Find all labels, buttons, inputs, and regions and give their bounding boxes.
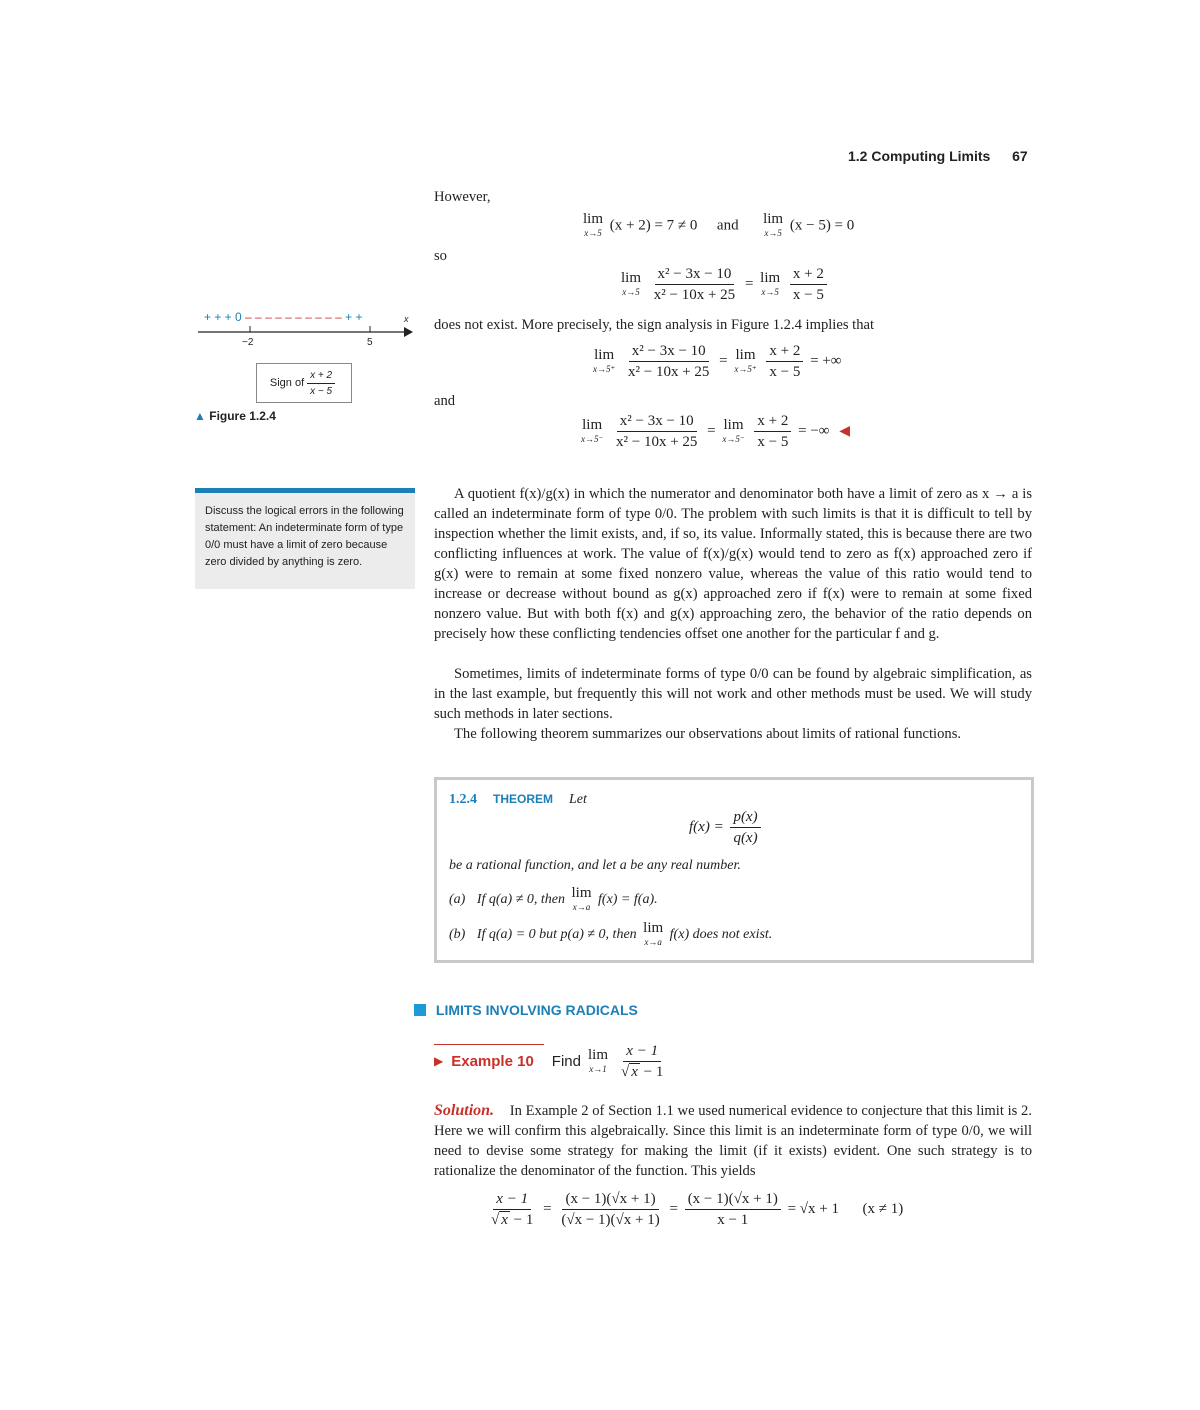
running-header bbox=[848, 148, 1028, 164]
does-not-exist-text: does not exist. More precisely, the sign analysis in Figure 1.2.4 implies that bbox=[434, 317, 875, 333]
sign-fraction: $\frac{x + 2}{x - 5}$ bbox=[307, 369, 335, 398]
part-a-result: f(x) = f(a). bbox=[598, 892, 658, 908]
section-square-icon bbox=[414, 1004, 426, 1016]
paragraph-algebraic-simplification: Sometimes, limits of indeterminate forms of type 0/0 can be found by algebraic simplification, as in the last example, but frequently this will not work and other methods must be used. We will study such methods in later sections. bbox=[434, 666, 1032, 722]
simplified-fraction: $\frac{x + 2}{x - 5}$ bbox=[790, 265, 827, 304]
lim-operator: lim x→5 bbox=[763, 211, 784, 238]
rationalization-equation bbox=[485, 1190, 903, 1229]
solution-text: In Example 2 of Section 1.1 we used numerical evidence to conjecture that this limit is 2. Here we will confirm this algebraically. Since this limit is an indeterminate form of type 0/0, we will need to devise some strategy for making the limit (if it exists) evident. One such strategy is to rationalize the denominator of the function. This yields bbox=[434, 1103, 1032, 1179]
page-number: 67 bbox=[1012, 148, 1028, 164]
rational-fraction: $\frac{\text{x² − 3x − 10}}{\text{x² − 10x + 25}}$ bbox=[628, 343, 710, 380]
lim-operator: lim x→5⁻ bbox=[581, 416, 604, 444]
positive-signs-right: + + bbox=[345, 310, 363, 324]
part-a-label: (a) bbox=[449, 892, 466, 908]
sidebar-discussion-box bbox=[195, 488, 415, 589]
theorem-box bbox=[434, 777, 1034, 963]
negative-signs: – – – – – – – – – – bbox=[245, 310, 342, 324]
lim-operator: lim x→5⁺ bbox=[593, 346, 616, 374]
theorem-part-b bbox=[449, 921, 772, 949]
example-10 bbox=[434, 1042, 669, 1081]
lim-operator: lim x→5 bbox=[583, 211, 604, 238]
simplified-fraction: $\frac{x + 2}{x - 5}$ bbox=[766, 342, 803, 381]
equation-limits-numerator-denominator bbox=[580, 212, 854, 240]
end-of-example-triangle-icon: ◀ bbox=[839, 424, 851, 439]
equation-result: = √x + 1 bbox=[787, 1201, 839, 1217]
section-title: 1.2 Computing Limits bbox=[848, 148, 991, 164]
part-b-condition: If q(a) = 0 but p(a) ≠ 0, then bbox=[476, 927, 637, 943]
lim-operator: lim x→a bbox=[571, 885, 592, 912]
example-arrow-icon: ▶ bbox=[434, 1054, 444, 1068]
theorem-heading bbox=[449, 790, 587, 808]
theorem-function-definition bbox=[689, 808, 764, 847]
lim-operator: lim x→1 bbox=[587, 1046, 608, 1074]
minus-infinity: = −∞ bbox=[798, 423, 830, 439]
part-b-result: f(x) does not exist. bbox=[669, 927, 773, 943]
section-heading-text: LIMITS INVOLVING RADICALS bbox=[435, 1002, 638, 1018]
f-fraction: $\frac{p(x)}{q(x)}$ bbox=[730, 808, 760, 847]
eq1-left: (x + 2) = 7 ≠ 0 bbox=[609, 217, 698, 234]
caption-text: Figure 1.2.4 bbox=[209, 409, 276, 423]
example-label: Example 10 bbox=[451, 1053, 534, 1070]
lim-operator: lim x→5 bbox=[621, 269, 642, 297]
sign-of-box bbox=[256, 363, 352, 403]
equation-limit-from-left bbox=[578, 412, 850, 451]
lim-operator: lim x→a bbox=[643, 920, 664, 947]
paragraph-theorem-intro: The following theorem summarizes our observations about limits of rational functions. bbox=[454, 726, 962, 742]
sign-chart-signs bbox=[204, 310, 363, 324]
number-line bbox=[196, 324, 416, 338]
lim-operator: lim x→5⁻ bbox=[722, 416, 745, 444]
equals-sign: = bbox=[707, 423, 716, 439]
theorem-label: THEOREM bbox=[493, 792, 553, 806]
lim-operator: lim x→5⁺ bbox=[734, 346, 757, 374]
plus-infinity: = +∞ bbox=[810, 353, 842, 369]
equation-limit-at-5 bbox=[618, 265, 830, 304]
equals-sign: = bbox=[543, 1201, 552, 1217]
part-a-condition: If q(a) ≠ 0, then bbox=[476, 892, 565, 908]
fraction-multiplied: $\frac{(x - 1)(√x + 1)}{(√x - 1)(√x + 1)}$ bbox=[561, 1191, 660, 1228]
axis-variable: x bbox=[404, 314, 409, 324]
fraction-original: $\frac{x - 1}{√ x - 1}$ bbox=[491, 1191, 534, 1228]
simplified-fraction: $\frac{x + 2}{x - 5}$ bbox=[754, 412, 791, 451]
sidebar-text: Discuss the logical errors in the following statement: An indeterminate form of type 0/0 must have a limit of zero because zero divided by anything is zero. bbox=[205, 505, 404, 568]
positive-signs-left: + + + 0 bbox=[204, 310, 242, 324]
equals-sign: = bbox=[669, 1201, 678, 1217]
equation-condition: (x ≠ 1) bbox=[862, 1201, 904, 1217]
theorem-rational-statement: be a rational function, and let a be any real number. bbox=[449, 858, 741, 873]
paragraph-indeterminate-form: A quotient f(x)/g(x) in which the numerator and denominator both have a limit of zero as x → a is called an indeterminate form of type 0/0. The problem with such limits is that it is difficult to tell by inspection whether the limit exists, and, if so, its value. Informally stated, this is because there are two conflicting influences at work. The value of f(x)/g(x) would tend to zero as f(x) approached zero if g(x) were to remain at some fixed nonzero value, whereas the value of this ratio would tend to increase or decrease without bound as g(x) approached zero if f(x) were to remain at some fixed nonzero value. But with both f(x) and g(x) approaching zero, the behavior of the ratio depends on precisely how these conflicting tendencies offset one another for the particular f and g. bbox=[434, 486, 1032, 642]
lim-operator: lim x→5 bbox=[760, 269, 781, 297]
tick-label-neg2: −2 bbox=[242, 337, 254, 348]
eq1-right: (x − 5) = 0 bbox=[789, 217, 855, 234]
figure-caption bbox=[194, 409, 276, 423]
so-text: so bbox=[434, 248, 447, 264]
equals-sign: = bbox=[719, 353, 728, 369]
theorem-number: 1.2.4 bbox=[449, 792, 477, 807]
rational-fraction: $\frac{\text{x² − 3x − 10}}{\text{x² − 10x + 25}}$ bbox=[616, 413, 698, 450]
theorem-part-a bbox=[449, 886, 658, 914]
equals-sign: = bbox=[744, 276, 754, 292]
theorem-let: Let bbox=[569, 792, 587, 807]
tick-label-5: 5 bbox=[367, 337, 373, 348]
solution-label: Solution. bbox=[434, 1102, 495, 1119]
caption-triangle-icon: ▲ bbox=[194, 409, 206, 423]
example-fraction: $\frac{x - 1}{√ x - 1}$ bbox=[621, 1043, 664, 1080]
example-find: Find bbox=[551, 1053, 581, 1070]
eq1-and: and bbox=[716, 217, 739, 234]
and-text: and bbox=[434, 393, 456, 409]
fraction-simplified: $\frac{(x - 1)(√x + 1)}{x - 1}$ bbox=[685, 1190, 781, 1229]
solution-paragraph bbox=[434, 1101, 1032, 1181]
section-heading bbox=[414, 1002, 638, 1018]
figure-1-2-4 bbox=[196, 308, 416, 428]
equation-limit-from-right bbox=[590, 342, 841, 381]
rational-fraction: $\frac{\text{x² − 3x − 10}}{\text{x² − 10x + 25}}$ bbox=[653, 266, 736, 303]
sign-of-label: Sign of bbox=[269, 377, 305, 389]
part-b-label: (b) bbox=[449, 927, 466, 943]
however-text: However, bbox=[434, 189, 491, 205]
f-lhs: f(x) = bbox=[689, 819, 724, 835]
